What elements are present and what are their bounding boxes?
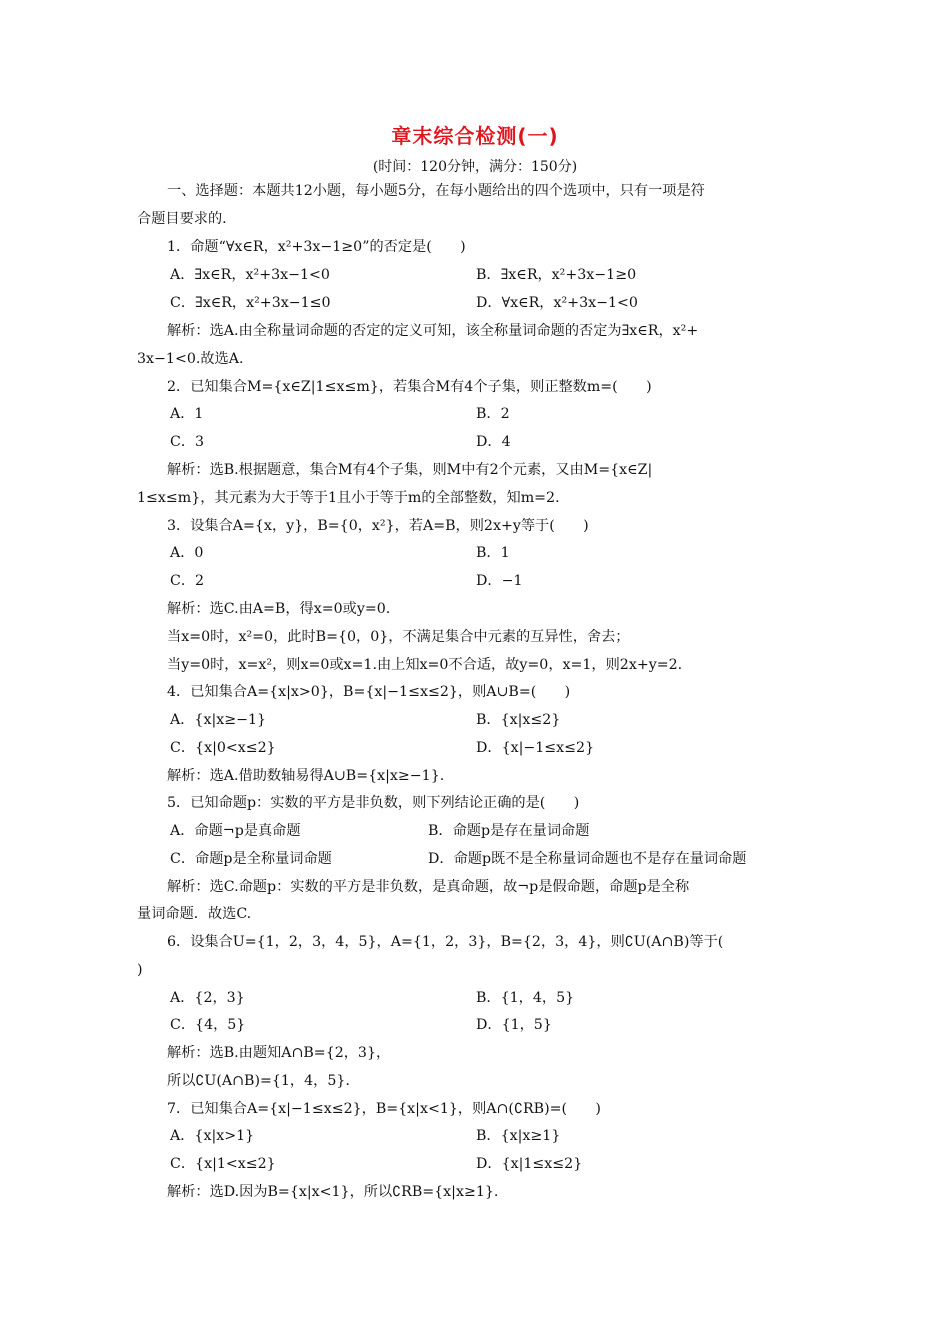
q7-analysis: 解析：选D.因为B={x|x<1}，所以∁RB={x|x≥1}. [167, 1184, 499, 1200]
q5-option-d: D．命题p既不是全称量词命题也不是存在量词命题 [428, 851, 747, 867]
question-1-stem: 1．命题“∀x∈R，x²+3x−1≥0”的否定是( ) [167, 239, 466, 255]
q7-option-d: D．{x|1≤x≤2} [476, 1156, 583, 1172]
q2-analysis-cont: 1≤x≤m}，其元素为大于等于1且小于等于m的全部整数，知m=2. [137, 490, 560, 506]
q3-option-d: D．−1 [476, 573, 523, 589]
q2-option-c: C．3 [170, 434, 205, 450]
q5-analysis-cont: 量词命题．故选C. [137, 906, 252, 922]
q1-option-c: C．∃x∈R，x²+3x−1≤0 [170, 295, 331, 311]
q2-option-d: D．4 [476, 434, 511, 450]
q2-analysis: 解析：选B.根据题意，集合M有4个子集，则M中有2个元素，又由M={x∈Z| [167, 462, 653, 478]
q3-analysis-line-3: 当y=0时，x=x²，则x=0或x=1.由上知x=0不合适，故y=0，x=1，则2x+y=2. [167, 657, 683, 673]
q2-option-b: B．2 [476, 406, 510, 422]
q3-option-a: A．0 [170, 545, 204, 561]
q6-option-c: C．{4，5} [170, 1017, 246, 1033]
q1-analysis-cont: 3x−1<0.故选A. [137, 351, 244, 367]
exam-info: (时间：120分钟，满分：150分) [372, 159, 578, 175]
q7-option-a: A．{x|x>1} [170, 1128, 255, 1144]
q4-analysis: 解析：选A.借助数轴易得A∪B={x|x≥−1}. [167, 768, 445, 784]
q1-option-b: B．∃x∈R，x²+3x−1≥0 [476, 267, 637, 283]
q3-option-c: C．2 [170, 573, 205, 589]
question-5-stem: 5．已知命题p：实数的平方是非负数，则下列结论正确的是( ) [167, 795, 580, 811]
q1-option-d: D．∀x∈R，x²+3x−1<0 [476, 295, 638, 311]
q5-option-c: C．命题p是全称量词命题 [170, 851, 332, 867]
q6-analysis-line-2: 所以∁U(A∩B)={1，4，5}. [167, 1073, 350, 1089]
q3-analysis: 解析：选C.由A=B，得x=0或y=0. [167, 601, 391, 617]
q5-option-b: B．命题p是存在量词命题 [428, 823, 590, 839]
q1-option-a: A．∃x∈R，x²+3x−1<0 [170, 267, 330, 283]
q7-option-c: C．{x|1<x≤2} [170, 1156, 276, 1172]
question-6-stem-cont: ) [137, 962, 143, 978]
q6-option-d: D．{1，5} [476, 1017, 552, 1033]
q4-option-c: C．{x|0<x≤2} [170, 740, 276, 756]
q4-option-d: D．{x|−1≤x≤2} [476, 740, 595, 756]
q7-option-b: B．{x|x≥1} [476, 1128, 561, 1144]
q3-analysis-line-2: 当x=0时，x²=0，此时B={0，0}，不满足集合中元素的互异性，舍去； [167, 629, 630, 645]
q5-analysis: 解析：选C.命题p：实数的平方是非负数，是真命题，故¬p是假命题，命题p是全称 [167, 879, 690, 895]
question-3-stem: 3．设集合A={x，y}，B={0，x²}，若A=B，则2x+y等于( ) [167, 518, 589, 534]
q2-option-a: A．1 [170, 406, 204, 422]
q1-analysis: 解析：选A.由全称量词命题的否定的定义可知，该全称量词命题的否定为∃x∈R，x²+ [167, 323, 699, 339]
section-heading: 一、选择题：本题共12小题，每小题5分，在每小题给出的四个选项中，只有一项是符 [167, 183, 705, 199]
question-4-stem: 4．已知集合A={x|x>0}，B={x|−1≤x≤2}，则A∪B=( ) [167, 684, 571, 700]
q5-option-a: A．命题¬p是真命题 [170, 823, 301, 839]
section-heading-cont: 合题目要求的. [137, 211, 227, 227]
q3-option-b: B．1 [476, 545, 510, 561]
q6-option-b: B．{1，4，5} [476, 990, 575, 1006]
q6-option-a: A．{2，3} [170, 990, 245, 1006]
question-6-stem: 6．设集合U={1，2，3，4，5}，A={1，2，3}，B={2，3，4}，则∁U(A∩B)等于( [167, 934, 724, 950]
q6-analysis: 解析：选B.由题知A∩B={2，3}， [167, 1045, 391, 1061]
page-title: 章末综合检测(一) [391, 124, 559, 148]
q4-option-a: A．{x|x≥−1} [170, 712, 267, 728]
q4-option-b: B．{x|x≤2} [476, 712, 561, 728]
question-2-stem: 2．已知集合M={x∈Z|1≤x≤m}，若集合M有4个子集，则正整数m=( ) [167, 379, 652, 395]
question-7-stem: 7．已知集合A={x|−1≤x≤2}，B={x|x<1}，则A∩(∁RB)=( ) [167, 1101, 601, 1117]
